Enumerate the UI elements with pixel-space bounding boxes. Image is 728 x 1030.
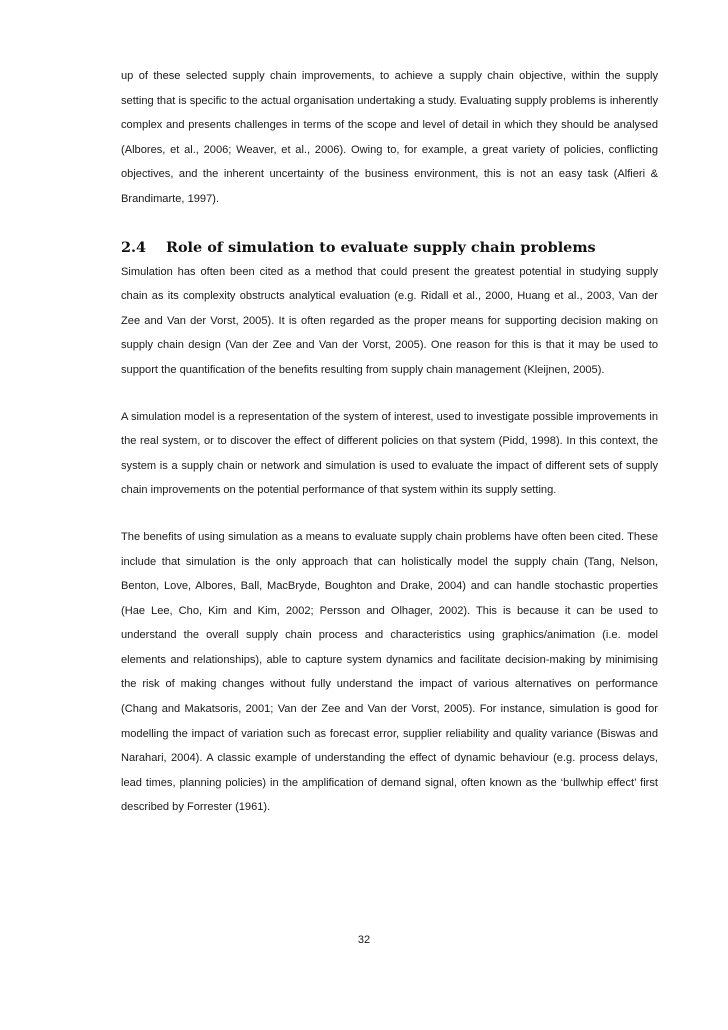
section-heading <box>121 236 658 260</box>
paragraph-spacer <box>121 383 658 405</box>
section-title: Role of simulation to evaluate supply chain problems <box>166 238 596 256</box>
body-paragraph-3: The benefits of using simulation as a means to evaluate supply chain problems have often been cited. These include that simulation is the only approach that can holistically model the supply chain (Tang, Nelson, Benton, Love, Albores, Ball, MacBryde, Boughton and Drake, 2004) and can handle stochastic properties (Hae Lee, Cho, Kim and Kim, 2002; Persson and Olhager, 2002). This is because it can be used to understand the overall supply chain process and characteristics using graphics/animation (i.e. model elements and relationships), able to capture system dynamics and facilitate decision-making by minimising the risk of making changes without fully understand the impact of various alternatives on performance (Chang and Makatsoris, 2001; Van der Zee and Van der Vorst, 2005). For instance, simulation is good for modelling the impact of variation such as forecast error, supplier reliability and quality variance (Biswas and Narahari, 2004). A classic example of understanding the effect of dynamic behaviour (e.g. process delays, lead times, planning policies) in the amplification of demand signal, often known as the ‘bullwhip effect’ first described by Forrester (1961). <box>121 530 658 814</box>
page-number: 32 <box>357 934 371 946</box>
paragraph-spacer <box>121 503 658 525</box>
section-number: 2.4 <box>121 238 147 256</box>
intro-paragraph: up of these selected supply chain improvements, to achieve a supply chain objective, within the supply setting that is specific to the actual organisation undertaking a study. Evaluating supply problems is inherently complex and presents challenges in terms of the scope and level of detail in which they should be analysed (Albores, et al., 2006; Weaver, et al., 2006). Owing to, for example, a great variety of policies, conflicting objectives, and the inherent uncertainty of the business environment, this is not an easy task (Alfieri & Brandimarte, 1997). <box>121 70 658 205</box>
body-paragraph-1: Simulation has often been cited as a method that could present the greatest potential in studying supply chain as its complexity obstructs analytical evaluation (e.g. Ridall et al., 2000, Huang et al., 2003, Van der Zee and Van der Vorst, 2005). It is often regarded as the proper means for supporting decision making on supply chain design (Van der Zee and Van der Vorst, 2005). One reason for this is that it may be used to support the quantification of the benefits resulting from supply chain management (Kleijnen, 2005). <box>121 265 658 376</box>
body-paragraph-2: A simulation model is a representation of the system of interest, used to investigate possible improvements in the real system, or to discover the effect of different policies on that system (Pidd, 1998). In this context, the system is a supply chain or network and simulation is used to evaluate the impact of different sets of supply chain improvements on the potential performance of that system within its supply setting. <box>121 410 658 497</box>
page-body <box>121 64 658 820</box>
